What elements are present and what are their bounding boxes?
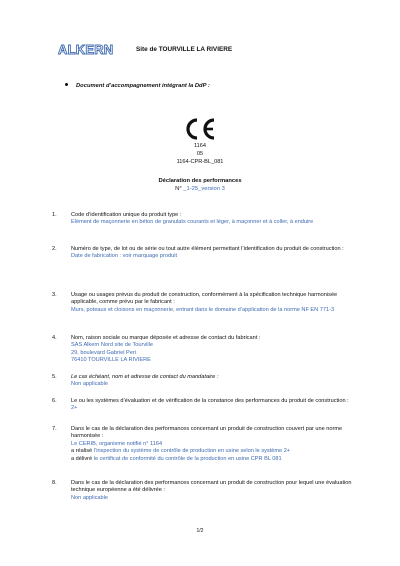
accompanying-document-text: Document d’accompagnement intégrant la DdP : — [76, 83, 210, 89]
item-question: Code d’identification unique du produit type : — [71, 212, 182, 218]
item-number: 2. — [52, 246, 57, 252]
item-number: 7. — [52, 426, 57, 432]
ce-year: 05 — [196, 151, 204, 157]
item-answer: Non applicable — [71, 494, 109, 501]
bullet-icon — [65, 83, 68, 86]
item-number: 8. — [52, 480, 57, 486]
item-number: 6. — [52, 398, 57, 404]
alkern-logo — [58, 42, 122, 56]
alkern-logo-mark — [58, 42, 122, 56]
manufacturer-street: 29, boulevard Gabriel Peri — [71, 349, 136, 356]
dop-title: Déclaration des performances — [158, 178, 242, 184]
issued-label: a délivré — [71, 455, 93, 462]
item-question: Le ou les systèmes d’évaluation et de vérification de la constance des performances du produit de construction : — [71, 398, 349, 404]
item-question: Numéro de type, de lot ou de série ou tout autre élément permettant l’identification du produit de construction : — [71, 246, 344, 252]
ce-mark-icon — [183, 118, 217, 140]
item-answer: Murs, poteaux et cloisons en maçonnerie, entrant dans le domaine d’application de la norme NF EN 771-3 — [71, 306, 335, 313]
dop-heading — [0, 177, 400, 193]
item-number: 4. — [52, 335, 57, 341]
page-number: 1/2 — [196, 528, 204, 534]
item-answer: Non applicable — [71, 381, 109, 388]
page-header — [58, 41, 232, 57]
ce-marking-block — [0, 118, 400, 166]
item-question: Dans le cas de la déclaration des performances concernant un produit de construction couvert par une norme harmonisée : — [71, 426, 343, 440]
item-answer: Date de fabrication : voir marquage produit — [71, 253, 178, 260]
performed-label: a réalisé — [71, 448, 93, 455]
manufacturer-city: 76410 TOURVILLE LA RIVIERE — [71, 357, 151, 364]
item-number: 3. — [52, 292, 57, 298]
item-question: Dans le cas de la déclaration des performances concernant un produit de construction pour lequel une évaluation technique européenne a été délivrée : — [71, 480, 352, 494]
issued-value: le certificat de conformité du contrôle de la production en usine CPR BL 081 — [92, 455, 282, 462]
accompanying-document-heading — [65, 83, 210, 89]
item-answer: 2+ — [71, 405, 78, 412]
notified-body-line: Le CERIB, organisme notifié n° 1164 — [71, 440, 163, 447]
item-number: 1. — [52, 212, 57, 218]
item-answer: Elément de maçonnerie en béton de granulats courants et léger, à maçonner et à coller, à enduire — [71, 219, 314, 226]
item-question: Nom, raison sociale ou marque déposée et adresse de contact du fabricant : — [71, 335, 261, 341]
dop-number — [0, 185, 400, 193]
item-question: Usage ou usages prévus du produit de construction, conformément à la spécification technique harmonisée applicable, comme prévu par le fabricant : — [71, 292, 338, 306]
site-name: Site de TOURVILLE LA RIVIERE — [136, 45, 233, 53]
notified-body-number: 1164 — [193, 143, 207, 149]
certificate-number: 1164-CPR-BL_081 — [176, 159, 224, 165]
manufacturer-name: SAS Alkern Nord site de Tourville — [71, 342, 153, 349]
dop-number-prefix: N° — [175, 186, 184, 192]
item-number: 5. — [52, 374, 57, 380]
performed-value: l’inspection du système de contrôle de production en usine selon le système 2+ — [92, 448, 291, 455]
logo-text: ALKERN — [58, 42, 114, 56]
item-question: Le cas échéant, nom et adresse de contact du mandataire : — [71, 374, 219, 380]
dop-number-value: _1-25_version 3 — [183, 186, 225, 192]
